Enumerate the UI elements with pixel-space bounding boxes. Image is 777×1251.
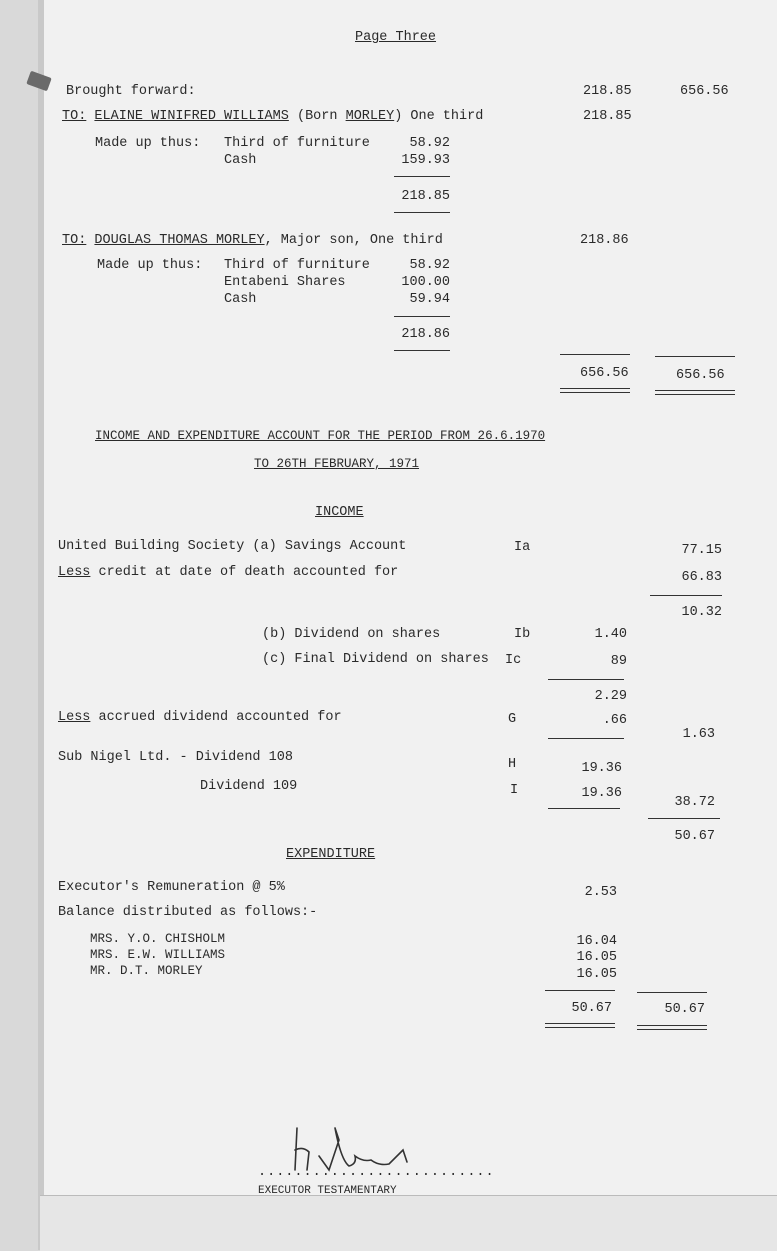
net-savings-amount: 10.32	[681, 605, 722, 620]
div109-amount: 19.36	[581, 786, 622, 801]
douglas-subtotal-rule	[394, 316, 450, 317]
div-subtotal: 2.29	[594, 689, 627, 704]
net-dividend-amount: 1.63	[682, 727, 715, 742]
remuneration-amount: 2.53	[584, 885, 617, 900]
savings-net-rule	[650, 595, 722, 596]
less-accrued-amount: .66	[602, 713, 627, 728]
remuneration-label: Executor's Remuneration @ 5%	[58, 880, 285, 895]
to-label: TO:	[62, 109, 87, 124]
grand-total-2: 656.56	[676, 368, 725, 383]
div-b-ref: Ib	[514, 627, 531, 642]
expenditure-double-rule-2	[637, 1025, 707, 1030]
douglas-amount: 218.86	[580, 233, 629, 248]
brought-forward-amount-2: 656.56	[680, 84, 729, 99]
beneficiary-amount: 16.05	[576, 967, 617, 982]
less-accrued-ref: G	[508, 712, 517, 727]
div-b-label: (b) Dividend on shares	[262, 627, 441, 642]
signature-title: EXECUTOR TESTAMENTARY	[258, 1185, 397, 1197]
williams-item-value: 159.93	[401, 153, 450, 168]
douglas-total-rule	[394, 350, 450, 351]
less-word: Less	[58, 565, 91, 580]
document-page	[38, 0, 777, 1250]
sub-nigel-label: Sub Nigel Ltd. - Dividend 108	[58, 750, 293, 765]
expenditure-total-rule-2	[637, 992, 707, 993]
williams-made-up-label: Made up thus:	[95, 136, 201, 151]
income-total: 50.67	[674, 829, 715, 844]
douglas-total: 218.86	[401, 327, 450, 342]
douglas-item-label: Cash	[224, 292, 257, 307]
less-word: Less	[58, 710, 91, 725]
expenditure-heading: EXPENDITURE	[286, 847, 376, 862]
page-label: Page Three	[355, 30, 437, 45]
income-heading: INCOME	[315, 505, 364, 520]
beneficiary-name: MRS. Y.O. CHISHOLM	[90, 932, 226, 946]
grand-total-double-rule-2	[655, 390, 735, 395]
douglas-share: , Major son, One third	[264, 233, 443, 248]
less-credit-line	[58, 565, 398, 581]
williams-name: ELAINE WINIFRED WILLIAMS	[94, 109, 289, 124]
williams-item-value: 58.92	[409, 136, 450, 151]
expenditure-total-2: 50.67	[664, 1002, 705, 1017]
less-accrued-label: accrued dividend accounted for	[90, 710, 342, 725]
less-credit-amount: 66.83	[681, 570, 722, 585]
beneficiary-name: MR. D.T. MORLEY	[90, 964, 203, 978]
to-label: TO:	[62, 233, 87, 248]
williams-total: 218.85	[401, 189, 450, 204]
ubs-savings-ref: Ia	[514, 540, 531, 555]
douglas-line	[62, 233, 443, 249]
ubs-savings-amount: 77.15	[681, 543, 722, 558]
account-title-line2: TO 26TH FEBRUARY, 1971	[254, 457, 420, 471]
balance-label: Balance distributed as follows:-	[58, 905, 318, 920]
page-edge-shadow	[38, 0, 44, 1250]
williams-share: ) One third	[394, 109, 484, 124]
douglas-item-label: Third of furniture	[224, 258, 370, 273]
div-subtotal-rule	[548, 679, 624, 680]
signature-dots: ..........................	[258, 1165, 495, 1180]
div108-ref: H	[508, 757, 517, 772]
born-name: MORLEY	[345, 109, 395, 124]
beneficiary-amount: 16.04	[576, 934, 617, 949]
douglas-item-value: 100.00	[401, 275, 450, 290]
grand-total-rule-1	[560, 354, 630, 355]
sub-nigel-rule	[548, 808, 620, 809]
div-c-ref: Ic	[505, 653, 522, 668]
williams-amount: 218.85	[583, 109, 632, 124]
douglas-name: DOUGLAS THOMAS MORLEY	[94, 233, 265, 248]
williams-subtotal-rule	[394, 176, 450, 177]
douglas-item-value: 59.94	[409, 292, 450, 307]
div109-ref: I	[510, 783, 519, 798]
beneficiary-name: MRS. E.W. WILLIAMS	[90, 948, 226, 962]
grand-total-1: 656.56	[580, 366, 629, 381]
grand-total-rule-2	[655, 356, 735, 357]
less-credit-label: credit at date of death accounted for	[90, 565, 399, 580]
williams-item-label: Cash	[224, 153, 257, 168]
expenditure-total-rule-1	[545, 990, 615, 991]
less-accrued-line	[58, 710, 342, 726]
underlying-page	[40, 1195, 777, 1251]
accrued-rule	[548, 738, 624, 739]
williams-total-rule	[394, 212, 450, 213]
expenditure-total-1: 50.67	[571, 1001, 612, 1016]
grand-total-double-rule-1	[560, 388, 630, 393]
div108-amount: 19.36	[581, 761, 622, 776]
div-c-amount: 89	[610, 654, 627, 669]
sub-nigel-total: 38.72	[674, 795, 715, 810]
account-title-line1: INCOME AND EXPENDITURE ACCOUNT FOR THE PERIOD FROM 26.6.1970	[95, 429, 546, 443]
douglas-item-value: 58.92	[409, 258, 450, 273]
div109-label: Dividend 109	[200, 779, 298, 794]
div-c-label: (c) Final Dividend on shares	[262, 652, 489, 667]
beneficiary-amount: 16.05	[576, 950, 617, 965]
income-total-rule	[648, 818, 720, 819]
williams-line	[62, 109, 483, 125]
born-label: (Born	[296, 109, 338, 124]
ubs-savings-label: United Building Society (a) Savings Account	[58, 539, 407, 554]
douglas-made-up-label: Made up thus:	[97, 258, 203, 273]
div-b-amount: 1.40	[594, 627, 627, 642]
brought-forward-label: Brought forward:	[66, 84, 196, 99]
douglas-item-label: Entabeni Shares	[224, 275, 346, 290]
brought-forward-amount-1: 218.85	[583, 84, 632, 99]
williams-item-label: Third of furniture	[224, 136, 370, 151]
expenditure-double-rule-1	[545, 1023, 615, 1028]
